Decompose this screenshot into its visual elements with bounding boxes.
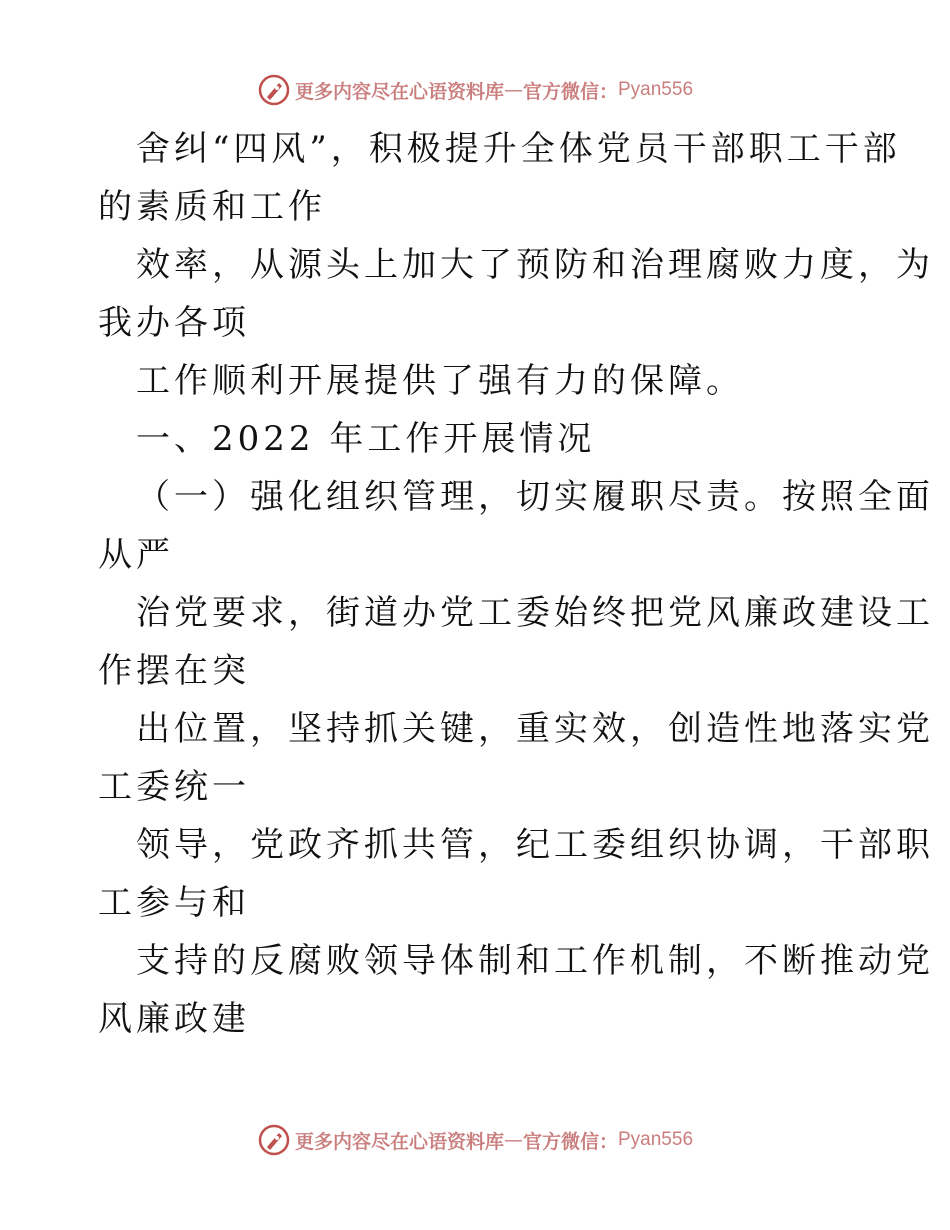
banner-wechat-label: 官方微信： (522, 1130, 618, 1153)
document-body (98, 120, 934, 1048)
body-line: 工作顺利开展提供了强有力的保障。 (136, 361, 744, 401)
body-line: （一）强化组织管理，切实履职尽责。按照全面 (136, 477, 934, 517)
body-line: 我办各项 (98, 303, 250, 343)
body-line: 舍纠“四风”，积极提升全体党员干部职工干部 (136, 129, 901, 169)
body-line: 从严 (98, 535, 174, 575)
body-line: 工委统一 (98, 767, 250, 807)
body-line: 出位置，坚持抓关键，重实效，创造性地落实党 (136, 709, 934, 749)
body-line: 风廉政建 (98, 999, 250, 1039)
body-line: 领导，党政齐抓共管，纪工委组织协调，干部职 (136, 825, 934, 865)
banner-separator: — (503, 79, 523, 101)
body-line: 效率，从源头上加大了预防和治理腐败力度，为 (136, 245, 934, 285)
body-line: 的素质和工作 (98, 187, 326, 227)
body-line: 工参与和 (98, 883, 250, 923)
header-watermark-banner (0, 70, 950, 110)
body-line: 治党要求，街道办党工委始终把党风廉政建设工 (136, 593, 934, 633)
banner-wechat-id: Pyan556 (618, 1129, 694, 1150)
pen-nib-logo-icon (257, 73, 291, 107)
banner-wechat-label: 官方微信： (522, 80, 618, 103)
footer-watermark-banner (0, 1120, 950, 1160)
banner-wechat-id: Pyan556 (618, 79, 694, 100)
pen-nib-logo-icon (257, 1123, 291, 1157)
banner-separator: — (503, 1129, 523, 1151)
banner-slogan: 更多内容尽在心语资料库 (294, 80, 504, 103)
body-line: 支持的反腐败领导体制和工作机制，不断推动党 (136, 941, 934, 981)
body-line: 作摆在突 (98, 651, 250, 691)
section-heading: 一、2022 年工作开展情况 (136, 419, 596, 459)
banner-slogan: 更多内容尽在心语资料库 (294, 1130, 504, 1153)
